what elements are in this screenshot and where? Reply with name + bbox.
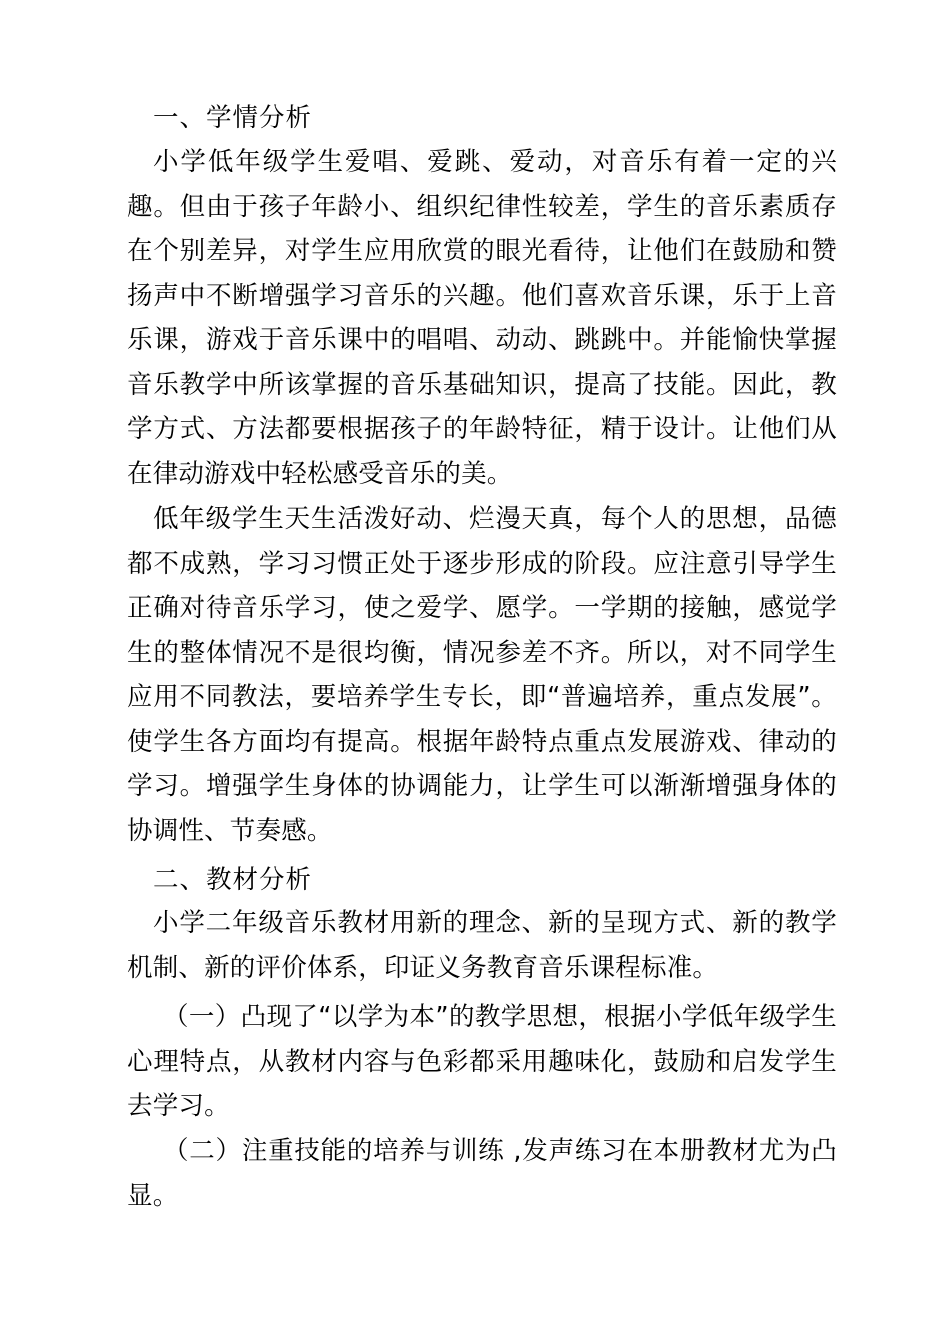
paragraph-learning-analysis-1: 小学低年级学生爱唱、爱跳、爱动，对音乐有着一定的兴趣。但由于孩子年龄小、组织纪律性较差，学生的音乐素质存在个别差异，对学生应用欣赏的眼光看待，让他们在鼓励和赞扬声中不断增强学习音乐的兴趣。他们喜欢音乐课，乐于上音乐课，游戏于音乐课中的唱唱、动动、跳跳中。并能愉快掌握音乐教学中所该掌握的音乐基础知识，提高了技能。因此，教学方式、方法都要根据孩子的年龄特征，精于设计。让他们从在律动游戏中轻松感受音乐的美。 [127, 147, 837, 489]
list-item-2: （二）注重技能的培养与训练 ,发声练习在本册教材尤为凸显。 [127, 1136, 837, 1211]
list-item-1: （一）凸现了“以学为本”的教学思想，根据小学低年级学生心理特点，从教材内容与色彩都采用趣味化，鼓励和启发学生去学习。 [127, 1002, 837, 1121]
paragraph-learning-analysis-2: 低年级学生天生活泼好动、烂漫天真，每个人的思想，品德都不成熟，学习习惯正处于逐步形成的阶段。应注意引导学生正确对待音乐学习，使之爱学、愿学。一学期的接触，感觉学生的整体情况不是很均衡，情况参差不齐。所以，对不同学生应用不同教法，要培养学生专长，即“普遍培养，重点发展”。使学生各方面均有提高。根据年龄特点重点发展游戏、律动的学习。增强学生身体的协调能力，让学生可以渐渐增强身体的协调性、节奏感。 [127, 504, 837, 846]
heading-textbook-analysis: 二、教材分析 [153, 865, 313, 895]
paragraph-textbook-analysis: 小学二年级音乐教材用新的理念、新的呈现方式、新的教学机制、新的评价体系，印证义务教育音乐课程标准。 [127, 908, 837, 983]
heading-learning-analysis: 一、学情分析 [153, 103, 313, 133]
